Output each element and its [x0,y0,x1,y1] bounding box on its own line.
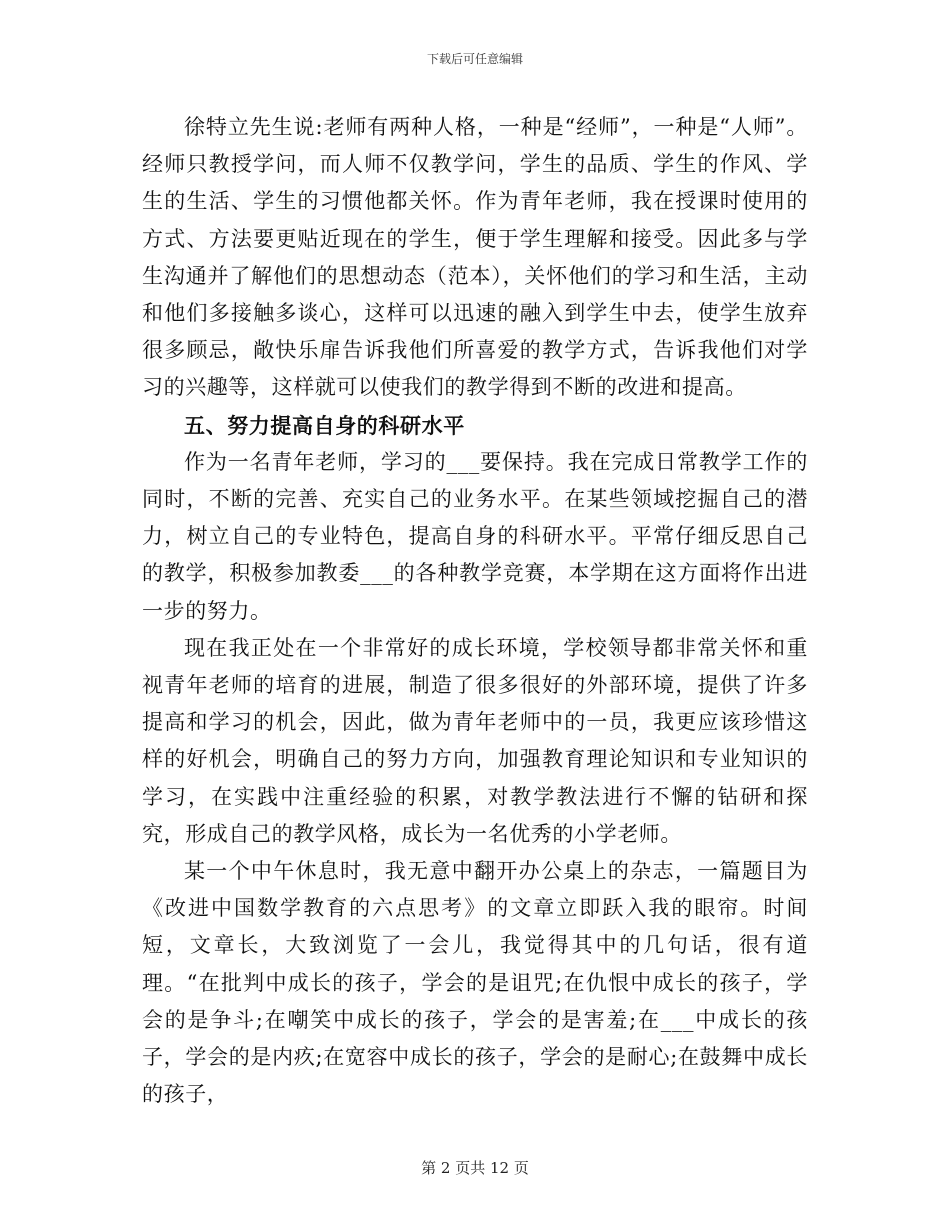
paragraph-teacher-personality: 徐特立先生说:老师有两种人格，一种是“经师”，一种是“人师”。经师只教授学问，而人师不仅教学问，学生的品质、学生的作风、学生的生活、学生的习惯他都关怀。作为青年老师，我在授课时使用的方式、方法要更贴近现在的学生，便于学生理解和接受。因此多与学生沟通并了解他们的思想动态（范本），关怀他们的学习和生活，主动和他们多接触多谈心，这样可以迅速的融入到学生中去，使学生放弃很多顾忌，敞快乐扉告诉我他们所喜爱的教学方式，告诉我他们对学习的兴趣等，这样就可以使我们的教学得到不断的改进和提高。 [142,115,808,400]
paragraph-magazine-article: 某一个中午休息时，我无意中翻开办公桌上的杂志，一篇题目为《改进中国数学教育的六点思考》的文章立即跃入我的眼帘。时间短，文章长，大致浏览了一会儿，我觉得其中的几句话，很有道理。“在批判中成长的孩子，学会的是诅咒;在仇恨中成长的孩子，学会的是争斗;在嘲笑中成长的孩子，学会的是害羞;在___中成长的孩子，学会的是内疚;在宽容中成长的孩子，学会的是耐心;在鼓舞中成长的孩子， [142,859,808,1107]
page-header-note: 下载后可任意编辑 [426,52,523,66]
page-number: 第 2 页共 12 页 [421,1159,529,1177]
document-body [142,109,808,1113]
paragraph-growth-environment: 现在我正处在一个非常好的成长环境，学校领导都非常关怀和重视青年老师的培育的进展，制造了很多很好的外部环境，提供了许多提高和学习的机会，因此，做为青年老师中的一员，我更应该珍惜这样的好机会，明确自己的努力方向，加强教育理论知识和专业知识的学习，在实践中注重经验的积累，对教学教法进行不懈的钻研和探究，形成自己的教学风格，成长为一名优秀的小学老师。 [142,635,808,846]
section-heading-research: 五、努力提高自身的科研水平 [184,412,465,438]
paragraph-keep-learning: 作为一名青年老师，学习的___要保持。我在完成日常教学工作的同时，不断的完善、充实自己的业务水平。在某些领域挖掘自己的潜力，树立自己的专业特色，提高自身的科研水平。平常仔细反思自己的教学，积极参加教委___的各种教学竞赛，本学期在这方面将作出进一步的努力。 [142,449,808,623]
